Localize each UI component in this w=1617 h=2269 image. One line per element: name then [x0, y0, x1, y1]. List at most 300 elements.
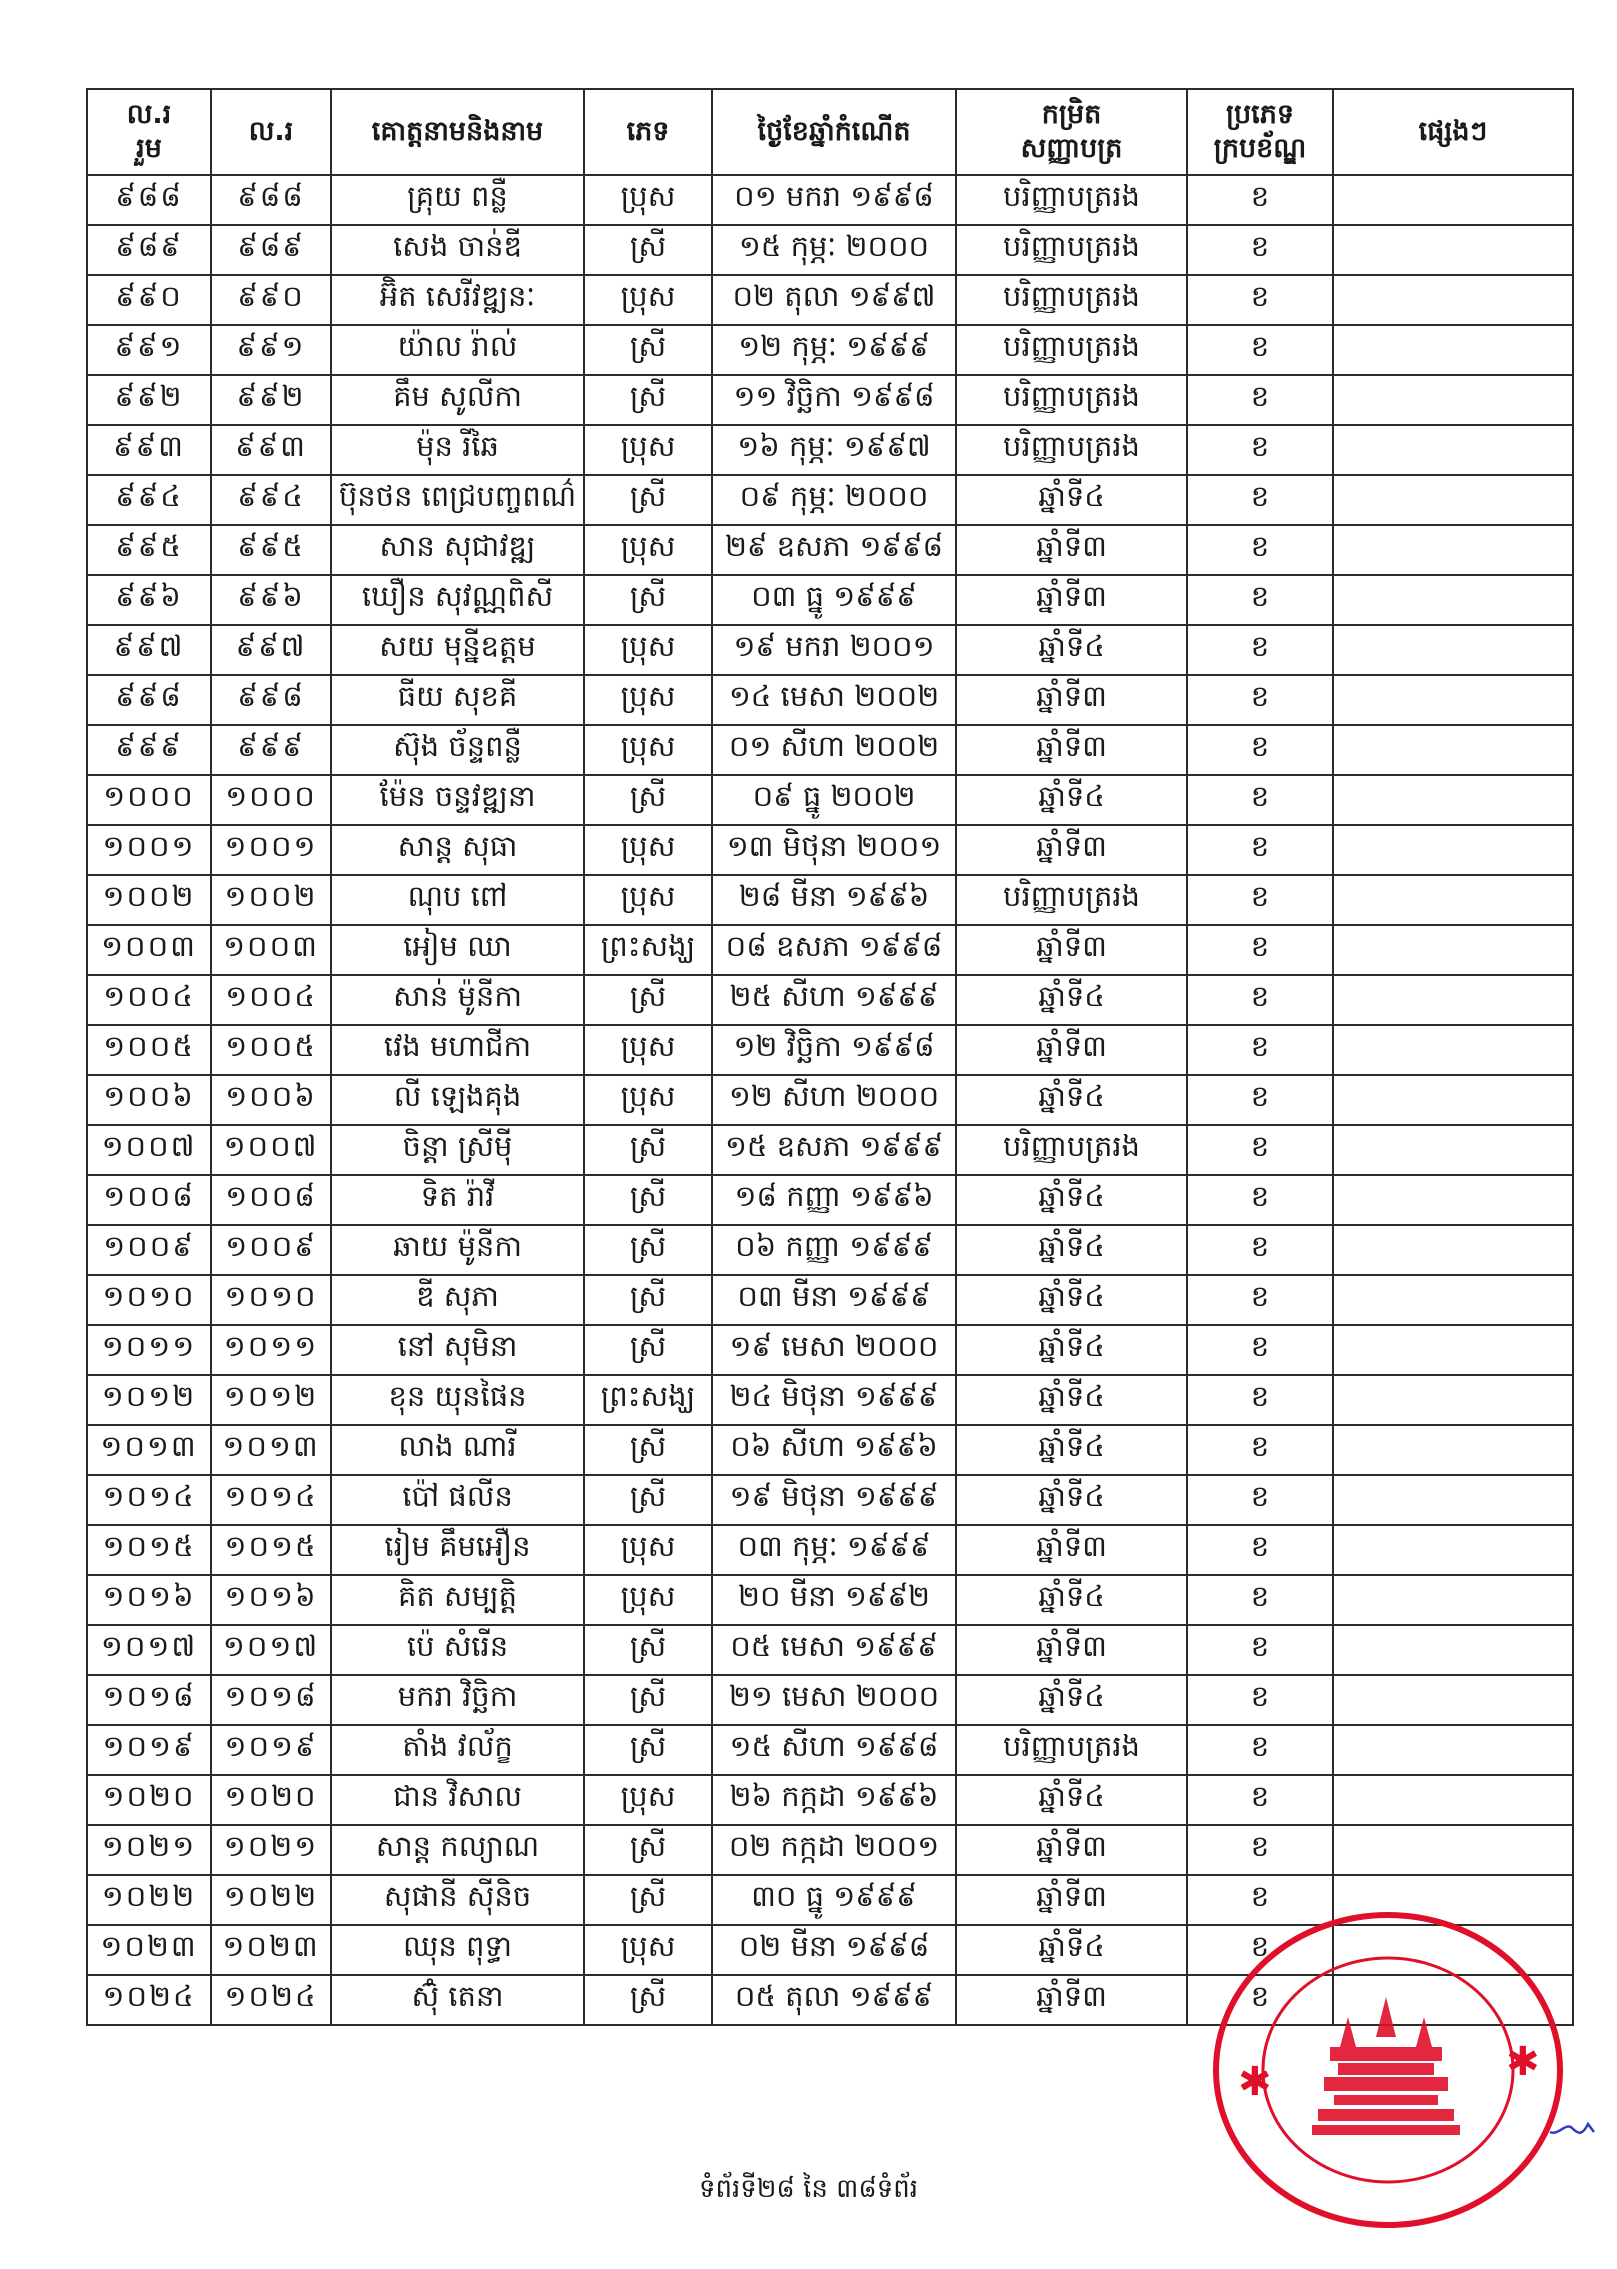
cell-category: ខ [1187, 325, 1333, 375]
cell-category: ខ [1187, 1525, 1333, 1575]
cell-degree-level: បរិញ្ញាបត្ររង [956, 1725, 1187, 1775]
svg-text:✱: ✱ [1506, 2039, 1540, 2085]
cell-overall-no: ៩៩៩ [87, 725, 211, 775]
cell-remarks [1333, 1375, 1573, 1425]
cell-gender: ស្រី [584, 1875, 712, 1925]
cell-no: ១០២០ [211, 1775, 331, 1825]
cell-overall-no: ៩៩៣ [87, 425, 211, 475]
cell-no: ១០១៨ [211, 1675, 331, 1725]
cell-category: ខ [1187, 425, 1333, 475]
cell-gender: ប្រុស [584, 1775, 712, 1825]
table-row [87, 1175, 1573, 1225]
cell-no: ១០០៤ [211, 975, 331, 1025]
table-row [87, 1075, 1573, 1125]
cell-no: ១០១៣ [211, 1425, 331, 1475]
cell-birth-date: ០២ តុលា ១៩៩៧ [712, 275, 956, 325]
table-row [87, 1475, 1573, 1525]
cell-full-name: ជាន វិសាល [331, 1775, 584, 1825]
cell-no: ១០១៤ [211, 1475, 331, 1525]
cell-full-name: ម៉ែន ចន្ទវឌ្ឍនា [331, 775, 584, 825]
table-row [87, 725, 1573, 775]
cell-full-name: សាន្ត សុធា [331, 825, 584, 875]
cell-degree-level: ឆ្នាំទី៤ [956, 1425, 1187, 1475]
cell-full-name: លាង ណារី [331, 1425, 584, 1475]
cell-gender: ស្រី [584, 775, 712, 825]
svg-text:✱: ✱ [1238, 2059, 1272, 2105]
cell-full-name: រៀម គឹមអឿន [331, 1525, 584, 1575]
cell-birth-date: ២៦ កក្កដា ១៩៩៦ [712, 1775, 956, 1825]
cell-degree-level: បរិញ្ញាបត្ររង [956, 375, 1187, 425]
cell-gender: ប្រុស [584, 275, 712, 325]
cell-remarks [1333, 425, 1573, 475]
cell-birth-date: ០៣ កុម្ភៈ ១៩៩៩ [712, 1525, 956, 1575]
cell-full-name: ទិត រ៉ាវី [331, 1175, 584, 1225]
cell-no: ១០០១ [211, 825, 331, 875]
cell-gender: ស្រី [584, 1475, 712, 1525]
cell-degree-level: ឆ្នាំទី៣ [956, 575, 1187, 625]
cell-degree-level: បរិញ្ញាបត្ររង [956, 175, 1187, 225]
cell-birth-date: ១៨ កញ្ញា ១៩៩៦ [712, 1175, 956, 1225]
cell-birth-date: ០៩ ធ្នូ ២០០២ [712, 775, 956, 825]
table-row [87, 425, 1573, 475]
cell-birth-date: ០៩ កុម្ភៈ ២០០០ [712, 475, 956, 525]
cell-gender: ប្រុស [584, 675, 712, 725]
cell-birth-date: ១៥ សីហា ១៩៩៨ [712, 1725, 956, 1775]
cell-degree-level: បរិញ្ញាបត្ររង [956, 275, 1187, 325]
cell-no: ១០២៣ [211, 1925, 331, 1975]
cell-birth-date: ១៥ កុម្ភៈ ២០០០ [712, 225, 956, 275]
table-row [87, 375, 1573, 425]
cell-birth-date: ៣០ ធ្នូ ១៩៩៩ [712, 1875, 956, 1925]
cell-full-name: ឌី សុភា [331, 1275, 584, 1325]
cell-gender: ប្រុស [584, 725, 712, 775]
signature-icon [1548, 2114, 1598, 2140]
cell-remarks [1333, 1075, 1573, 1125]
cell-gender: ស្រី [584, 975, 712, 1025]
cell-full-name: ម៉ុន រីឆៃ [331, 425, 584, 475]
cell-gender: ស្រី [584, 1425, 712, 1475]
cell-degree-level: ឆ្នាំទី៣ [956, 1025, 1187, 1075]
cell-gender: ប្រុស [584, 875, 712, 925]
cell-full-name: យ៉ាល រ៉ាល់ [331, 325, 584, 375]
table-row [87, 575, 1573, 625]
cell-no: ៩៩៩ [211, 725, 331, 775]
cell-gender: ប្រុស [584, 1025, 712, 1075]
cell-birth-date: ០១ សីហា ២០០២ [712, 725, 956, 775]
column-header: ល.រ [211, 89, 331, 175]
cell-overall-no: ១០១៥ [87, 1525, 211, 1575]
cell-full-name: អៀម ឈា [331, 925, 584, 975]
cell-degree-level: បរិញ្ញាបត្ររង [956, 1125, 1187, 1175]
cell-no: ៩៩០ [211, 275, 331, 325]
cell-overall-no: ៩៩៧ [87, 625, 211, 675]
table-row [87, 675, 1573, 725]
cell-no: ១០០៦ [211, 1075, 331, 1125]
table-row [87, 1025, 1573, 1075]
cell-degree-level: ឆ្នាំទី៤ [956, 1175, 1187, 1225]
cell-gender: ប្រុស [584, 425, 712, 475]
cell-birth-date: ២៨ មីនា ១៩៩៦ [712, 875, 956, 925]
cell-birth-date: ១៦ កុម្ភៈ ១៩៩៧ [712, 425, 956, 475]
cell-no: ៩៩១ [211, 325, 331, 375]
cell-category: ខ [1187, 475, 1333, 525]
table-row [87, 225, 1573, 275]
table-row [87, 1425, 1573, 1475]
cell-overall-no: ១០១០ [87, 1275, 211, 1325]
cell-full-name: ឈុន ពុទ្ធា [331, 1925, 584, 1975]
cell-full-name: ប៉េ សំរើន [331, 1625, 584, 1675]
cell-no: ១០១៥ [211, 1525, 331, 1575]
cell-overall-no: ៩៨៩ [87, 225, 211, 275]
cell-birth-date: ១៣ មិថុនា ២០០១ [712, 825, 956, 875]
cell-remarks [1333, 925, 1573, 975]
column-header: ថ្ងៃខែឆ្នាំកំណើត [712, 89, 956, 175]
table-row [87, 775, 1573, 825]
cell-degree-level: ឆ្នាំទី៣ [956, 1875, 1187, 1925]
cell-birth-date: ១៩ មករា ២០០១ [712, 625, 956, 675]
cell-full-name: តាំង វល័ក្ខ [331, 1725, 584, 1775]
cell-remarks [1333, 475, 1573, 525]
column-header: ប្រភេទ ក្របខ័ណ្ឌ [1187, 89, 1333, 175]
cell-degree-level: ឆ្នាំទី៤ [956, 975, 1187, 1025]
cell-remarks [1333, 1575, 1573, 1625]
cell-birth-date: ២៥ សីហា ១៩៩៩ [712, 975, 956, 1025]
cell-category: ខ [1187, 1975, 1333, 2025]
cell-gender: ស្រី [584, 1825, 712, 1875]
cell-birth-date: ១៩ មិថុនា ១៩៩៩ [712, 1475, 956, 1525]
column-header: ផ្សេងៗ [1333, 89, 1573, 175]
cell-remarks [1333, 1675, 1573, 1725]
cell-full-name: មករា វិច្ឆិកា [331, 1675, 584, 1725]
cell-birth-date: ១៤ មេសា ២០០២ [712, 675, 956, 725]
cell-remarks [1333, 775, 1573, 825]
cell-overall-no: ១០២១ [87, 1825, 211, 1875]
cell-degree-level: ឆ្នាំទី៤ [956, 1925, 1187, 1975]
cell-full-name: លី ឡេងគុង [331, 1075, 584, 1125]
cell-degree-level: បរិញ្ញាបត្ររង [956, 425, 1187, 475]
cell-overall-no: ១០០៤ [87, 975, 211, 1025]
cell-no: ៩៩២ [211, 375, 331, 425]
cell-remarks [1333, 575, 1573, 625]
cell-no: ១០១១ [211, 1325, 331, 1375]
cell-no: ១០០៩ [211, 1225, 331, 1275]
cell-degree-level: ឆ្នាំទី៣ [956, 725, 1187, 775]
cell-remarks [1333, 1775, 1573, 1825]
cell-overall-no: ១០១៣ [87, 1425, 211, 1475]
cell-category: ខ [1187, 375, 1333, 425]
cell-gender: ស្រី [584, 225, 712, 275]
cell-category: ខ [1187, 825, 1333, 875]
cell-category: ខ [1187, 925, 1333, 975]
cell-gender: ព្រះសង្ឃ [584, 1375, 712, 1425]
cell-remarks [1333, 375, 1573, 425]
cell-no: ១០២១ [211, 1825, 331, 1875]
cell-degree-level: បរិញ្ញាបត្ររង [956, 875, 1187, 925]
cell-remarks [1333, 1625, 1573, 1675]
cell-birth-date: ០១ មករា ១៩៩៨ [712, 175, 956, 225]
cell-full-name: ឆាយ ម៉ូនីកា [331, 1225, 584, 1275]
cell-overall-no: ១០០០ [87, 775, 211, 825]
cell-gender: ប្រុស [584, 1575, 712, 1625]
cell-no: ១០១២ [211, 1375, 331, 1425]
cell-remarks [1333, 975, 1573, 1025]
cell-birth-date: ១១ វិច្ឆិកា ១៩៩៨ [712, 375, 956, 425]
column-header: កម្រិត សញ្ញាបត្រ [956, 89, 1187, 175]
cell-full-name: ធីយ សុខគី [331, 675, 584, 725]
cell-category: ខ [1187, 725, 1333, 775]
cell-degree-level: ឆ្នាំទី៣ [956, 1625, 1187, 1675]
cell-overall-no: ១០២៣ [87, 1925, 211, 1975]
cell-overall-no: ១០២៤ [87, 1975, 211, 2025]
table-row [87, 975, 1573, 1025]
cell-gender: ប្រុស [584, 625, 712, 675]
cell-overall-no: ១០០១ [87, 825, 211, 875]
cell-birth-date: ០២ កក្កដា ២០០១ [712, 1825, 956, 1875]
cell-remarks [1333, 675, 1573, 725]
cell-full-name: ឃឿន សុវណ្ណពិសី [331, 575, 584, 625]
cell-remarks [1333, 875, 1573, 925]
cell-overall-no: ១០០៦ [87, 1075, 211, 1125]
cell-remarks [1333, 1175, 1573, 1225]
cell-no: ១០០៥ [211, 1025, 331, 1075]
cell-gender: ប្រុស [584, 825, 712, 875]
cell-full-name: ស៊ុង ច័ន្ទពន្លឺ [331, 725, 584, 775]
cell-birth-date: ២១ មេសា ២០០០ [712, 1675, 956, 1725]
cell-category: ខ [1187, 1825, 1333, 1875]
table-row [87, 1225, 1573, 1275]
cell-no: ១០០៧ [211, 1125, 331, 1175]
cell-no: ១០១០ [211, 1275, 331, 1325]
cell-degree-level: បរិញ្ញាបត្ររង [956, 225, 1187, 275]
table-row [87, 325, 1573, 375]
cell-overall-no: ១០១៩ [87, 1725, 211, 1775]
table-row [87, 1125, 1573, 1175]
cell-category: ខ [1187, 1925, 1333, 1975]
cell-category: ខ [1187, 1125, 1333, 1175]
cell-birth-date: ០៥ តុលា ១៩៩៩ [712, 1975, 956, 2025]
table-row [87, 1525, 1573, 1575]
table-row [87, 1775, 1573, 1825]
cell-birth-date: ១២ វិច្ឆិកា ១៩៩៨ [712, 1025, 956, 1075]
cell-degree-level: ឆ្នាំទី៣ [956, 1975, 1187, 2025]
cell-overall-no: ១០០៧ [87, 1125, 211, 1175]
cell-full-name: វេង មហាជីកា [331, 1025, 584, 1075]
cell-full-name: អ៊ិត សេរីវឌ្ឍនៈ [331, 275, 584, 325]
cell-degree-level: ឆ្នាំទី៤ [956, 1275, 1187, 1325]
table-row [87, 1625, 1573, 1675]
cell-birth-date: ០៣ ធ្នូ ១៩៩៩ [712, 575, 956, 625]
cell-category: ខ [1187, 175, 1333, 225]
cell-category: ខ [1187, 1625, 1333, 1675]
cell-overall-no: ៩៩៦ [87, 575, 211, 625]
cell-degree-level: ឆ្នាំទី៣ [956, 825, 1187, 875]
cell-remarks [1333, 1275, 1573, 1325]
cell-full-name: ស៊ុំ តេនា [331, 1975, 584, 2025]
cell-remarks [1333, 1475, 1573, 1525]
cell-category: ខ [1187, 1875, 1333, 1925]
table-row [87, 475, 1573, 525]
cell-category: ខ [1187, 275, 1333, 325]
cell-category: ខ [1187, 1725, 1333, 1775]
cell-category: ខ [1187, 1575, 1333, 1625]
cell-category: ខ [1187, 525, 1333, 575]
cell-degree-level: ឆ្នាំទី៤ [956, 1675, 1187, 1725]
cell-overall-no: ១០០២ [87, 875, 211, 925]
table-header-row [87, 89, 1573, 175]
cell-full-name: សេង ចាន់ឌី [331, 225, 584, 275]
cell-full-name: ណុប ពៅ [331, 875, 584, 925]
cell-full-name: សុផានី ស៊ីនិច [331, 1875, 584, 1925]
cell-remarks [1333, 275, 1573, 325]
cell-category: ខ [1187, 225, 1333, 275]
cell-birth-date: ១២ សីហា ២០០០ [712, 1075, 956, 1125]
table-row [87, 275, 1573, 325]
cell-gender: ស្រី [584, 1975, 712, 2025]
cell-gender: ស្រី [584, 575, 712, 625]
cell-category: ខ [1187, 875, 1333, 925]
cell-overall-no: ៩៩៤ [87, 475, 211, 525]
cell-no: ១០១៧ [211, 1625, 331, 1675]
table-row [87, 1375, 1573, 1425]
cell-degree-level: ឆ្នាំទី៣ [956, 1525, 1187, 1575]
cell-gender: ស្រី [584, 1325, 712, 1375]
cell-full-name: គ្រុយ ពន្លឺ [331, 175, 584, 225]
cell-gender: ប្រុស [584, 525, 712, 575]
cell-overall-no: ១០០៨ [87, 1175, 211, 1225]
cell-gender: ព្រះសង្ឃ [584, 925, 712, 975]
cell-no: ១០១៩ [211, 1725, 331, 1775]
cell-degree-level: ឆ្នាំទី៣ [956, 925, 1187, 975]
table-row [87, 1675, 1573, 1725]
cell-no: ១០០២ [211, 875, 331, 925]
cell-remarks [1333, 1825, 1573, 1875]
cell-birth-date: ២៩ ឧសភា ១៩៩៨ [712, 525, 956, 575]
cell-full-name: សាន្ត កល្យាណ [331, 1825, 584, 1875]
cell-gender: ប្រុស [584, 1925, 712, 1975]
cell-full-name: ខុន យុនផៃន [331, 1375, 584, 1425]
cell-degree-level: បរិញ្ញាបត្ររង [956, 325, 1187, 375]
cell-degree-level: ឆ្នាំទី៤ [956, 1375, 1187, 1425]
cell-degree-level: ឆ្នាំទី៤ [956, 1475, 1187, 1525]
cell-full-name: ប៊ុនថន ពេជ្របញ្ចពណ៌ [331, 475, 584, 525]
cell-birth-date: ២៤ មិថុនា ១៩៩៩ [712, 1375, 956, 1425]
table-row [87, 1725, 1573, 1775]
cell-category: ខ [1187, 1225, 1333, 1275]
cell-full-name: នៅ សុមិនា [331, 1325, 584, 1375]
cell-overall-no: ៩៩២ [87, 375, 211, 425]
cell-birth-date: ១២ កុម្ភៈ ១៩៩៩ [712, 325, 956, 375]
cell-degree-level: ឆ្នាំទី៤ [956, 625, 1187, 675]
cell-no: ១០២២ [211, 1875, 331, 1925]
cell-no: ៩៩៦ [211, 575, 331, 625]
cell-gender: ស្រី [584, 375, 712, 425]
cell-degree-level: ឆ្នាំទី៤ [956, 475, 1187, 525]
table-row [87, 525, 1573, 575]
cell-overall-no: ៩៩០ [87, 275, 211, 325]
cell-degree-level: ឆ្នាំទី៤ [956, 1075, 1187, 1125]
cell-category: ខ [1187, 1325, 1333, 1375]
table-row [87, 1825, 1573, 1875]
roster-table [86, 88, 1574, 2026]
cell-no: ៩៨៨ [211, 175, 331, 225]
cell-no: ៩៩៣ [211, 425, 331, 475]
cell-overall-no: ១០០៥ [87, 1025, 211, 1075]
cell-overall-no: ៩៩៨ [87, 675, 211, 725]
cell-remarks [1333, 625, 1573, 675]
cell-birth-date: ០៣ មីនា ១៩៩៩ [712, 1275, 956, 1325]
cell-no: ៩៨៩ [211, 225, 331, 275]
cell-gender: ប្រុស [584, 1075, 712, 1125]
table-row [87, 625, 1573, 675]
cell-birth-date: ០៦ កញ្ញា ១៩៩៩ [712, 1225, 956, 1275]
cell-remarks [1333, 1325, 1573, 1375]
cell-degree-level: ឆ្នាំទី៤ [956, 1325, 1187, 1375]
cell-overall-no: ១០១២ [87, 1375, 211, 1425]
table-row [87, 925, 1573, 975]
cell-birth-date: ០២ មីនា ១៩៩៨ [712, 1925, 956, 1975]
cell-category: ខ [1187, 1675, 1333, 1725]
cell-category: ខ [1187, 1275, 1333, 1325]
cell-category: ខ [1187, 1375, 1333, 1425]
cell-category: ខ [1187, 625, 1333, 675]
cell-birth-date: ១៥ ឧសភា ១៩៩៩ [712, 1125, 956, 1175]
cell-remarks [1333, 325, 1573, 375]
cell-remarks [1333, 825, 1573, 875]
cell-gender: ស្រី [584, 1175, 712, 1225]
column-header: ភេទ [584, 89, 712, 175]
cell-degree-level: ឆ្នាំទី៣ [956, 525, 1187, 575]
cell-overall-no: ១០០៩ [87, 1225, 211, 1275]
cell-no: ៩៩៧ [211, 625, 331, 675]
cell-full-name: សយ មុន្នីឧត្តម [331, 625, 584, 675]
cell-overall-no: ១០១៤ [87, 1475, 211, 1525]
cell-degree-level: ឆ្នាំទី៤ [956, 1775, 1187, 1825]
table-row [87, 875, 1573, 925]
page-number: ទំព័រទី២៨ នៃ ៣៨ទំព័រ [698, 2174, 919, 2204]
cell-no: ១០០៨ [211, 1175, 331, 1225]
cell-category: ខ [1187, 1425, 1333, 1475]
cell-category: ខ [1187, 1025, 1333, 1075]
column-header: គោត្តនាមនិងនាម [331, 89, 584, 175]
cell-no: ៩៩៨ [211, 675, 331, 725]
cell-overall-no: ១០១៦ [87, 1575, 211, 1625]
cell-remarks [1333, 175, 1573, 225]
cell-overall-no: ១០១៧ [87, 1625, 211, 1675]
cell-remarks [1333, 1125, 1573, 1175]
cell-remarks [1333, 1725, 1573, 1775]
cell-no: ៩៩៥ [211, 525, 331, 575]
table-body [87, 175, 1573, 2025]
cell-category: ខ [1187, 975, 1333, 1025]
cell-birth-date: ០៥ មេសា ១៩៩៩ [712, 1625, 956, 1675]
cell-overall-no: ១០១១ [87, 1325, 211, 1375]
cell-category: ខ [1187, 775, 1333, 825]
cell-category: ខ [1187, 1075, 1333, 1125]
cell-overall-no: ៩៨៨ [87, 175, 211, 225]
cell-remarks [1333, 1525, 1573, 1575]
cell-full-name: ប៉ៅ ផលីន [331, 1475, 584, 1525]
cell-remarks [1333, 525, 1573, 575]
cell-full-name: គិត សម្បត្តិ [331, 1575, 584, 1625]
cell-no: ៩៩៤ [211, 475, 331, 525]
cell-overall-no: ១០១៨ [87, 1675, 211, 1725]
cell-overall-no: ១០២០ [87, 1775, 211, 1825]
cell-overall-no: ៩៩៥ [87, 525, 211, 575]
cell-gender: ប្រុស [584, 1525, 712, 1575]
cell-full-name: គឹម សូលីកា [331, 375, 584, 425]
cell-category: ខ [1187, 675, 1333, 725]
cell-gender: ស្រី [584, 1725, 712, 1775]
